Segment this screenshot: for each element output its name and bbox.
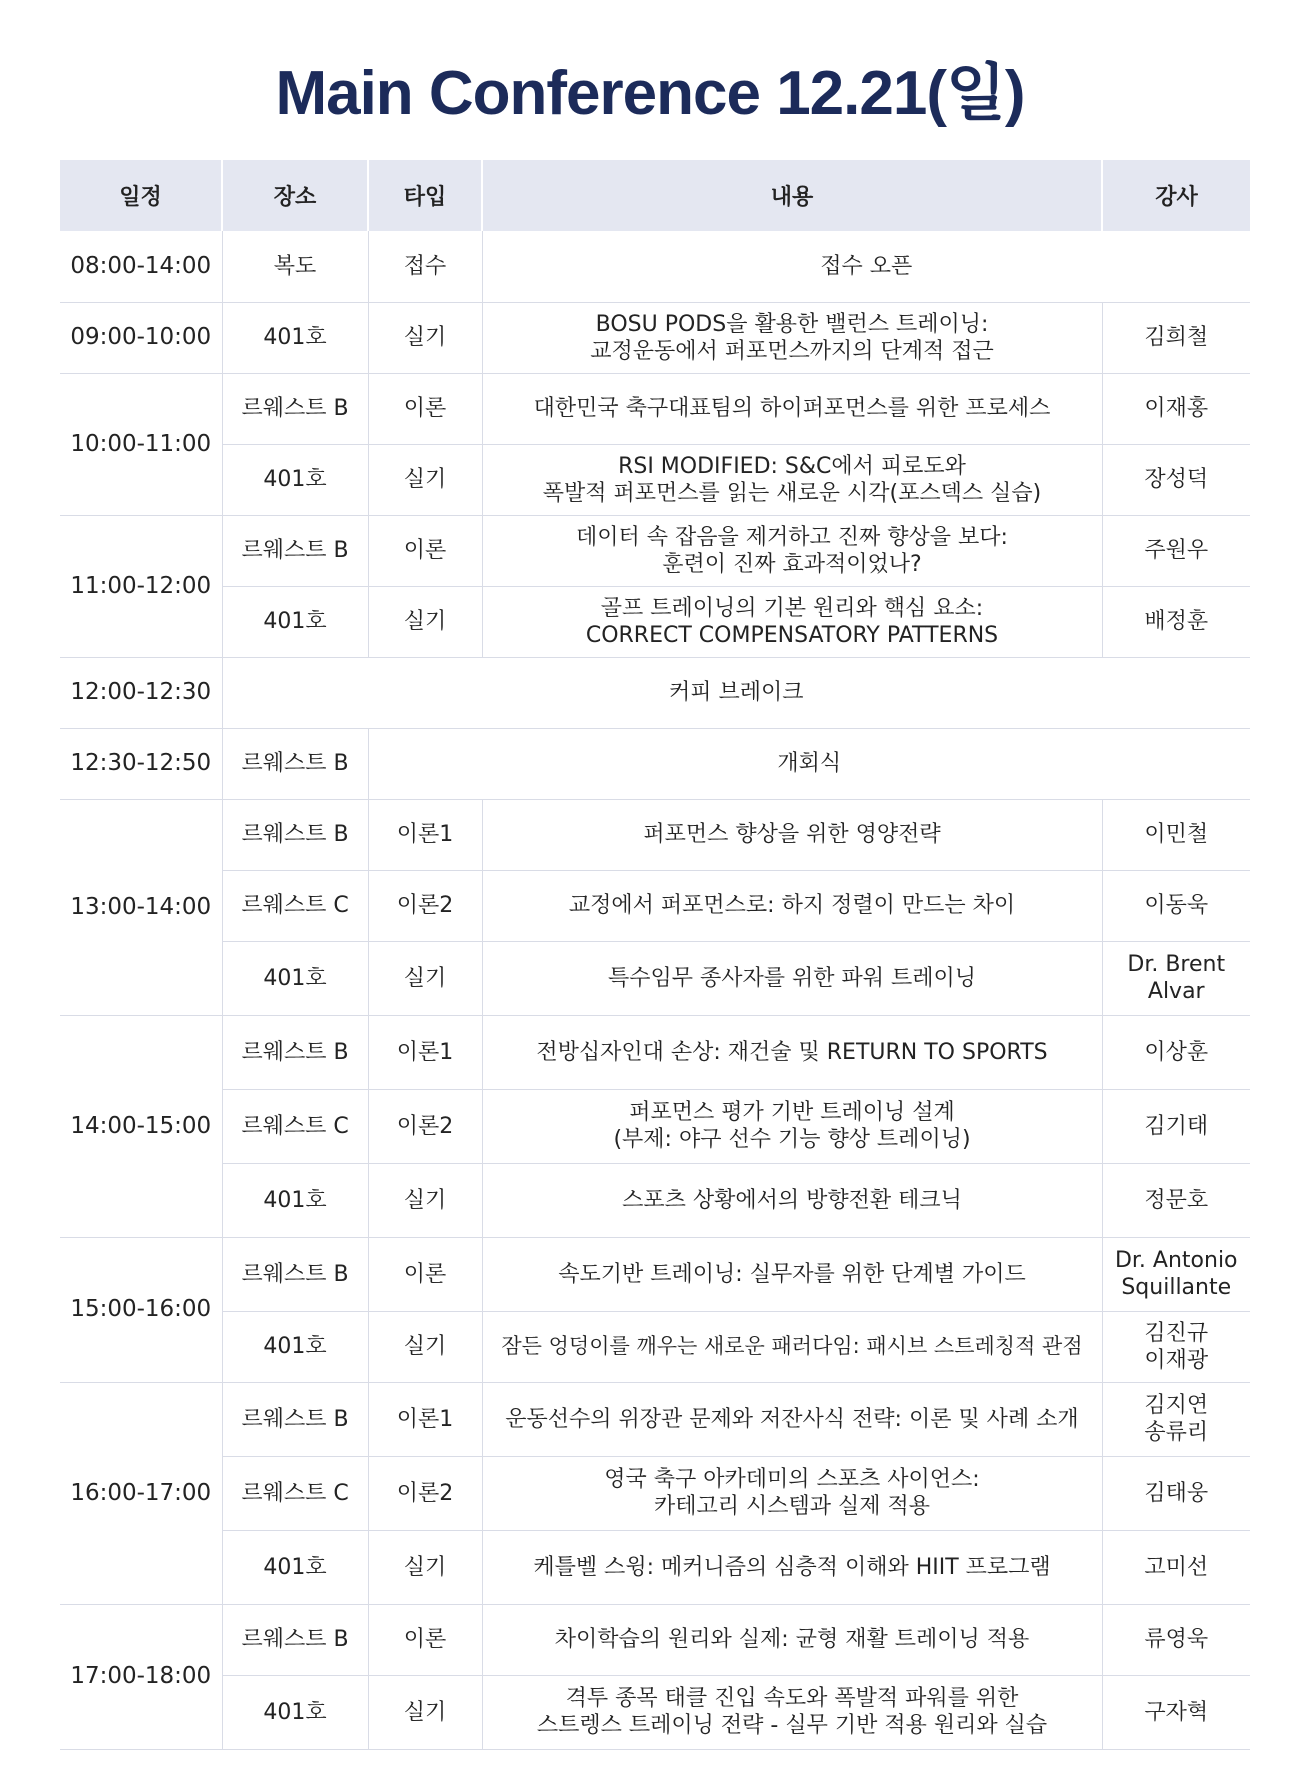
content-line: 케틀벨 스윙: 메커니즘의 심층적 이해와 HIIT 프로그램 [533,1554,1051,1580]
place-cell: 401호 [222,444,368,515]
content-cell [482,444,1102,515]
content-line: 퍼포먼스 향상을 위한 영양전략 [643,822,941,847]
content-cell [482,1675,1102,1749]
speaker-line: 고미선 [1144,1554,1209,1580]
content-cell [482,231,1250,302]
page-title: Main Conference 12.21(일) [275,59,1025,128]
place-cell: 401호 [222,941,368,1015]
content-line: 전방십자인대 손상: 재건술 및 RETURN TO SPORTS [536,1039,1048,1065]
type-cell: 이론 [368,373,482,444]
speaker-cell [1102,302,1250,373]
speaker-line: Dr. Brent [1127,952,1226,977]
speaker-line: 배정훈 [1144,609,1209,634]
type-cell: 이론2 [368,870,482,941]
content-cell [222,657,1250,728]
speaker-cell [1102,870,1250,941]
content-line: BOSU PODS을 활용한 밸런스 트레이닝: [595,311,989,337]
time-cell: 12:30-12:50 [60,728,222,799]
place-cell: 르웨스트 B [222,799,368,870]
content-cell [482,1456,1102,1530]
place-cell: 르웨스트 C [222,870,368,941]
speaker-line: 이재광 [1144,1347,1209,1373]
content-cell [482,799,1102,870]
type-cell: 실기 [368,1530,482,1604]
speaker-cell [1102,1015,1250,1089]
header-type: 타입 [368,160,482,231]
type-cell: 이론 [368,1604,482,1675]
speaker-line: 이민철 [1144,822,1209,847]
time-cell: 09:00-10:00 [60,302,222,373]
content-line: 교정운동에서 퍼포먼스까지의 단계적 접근 [590,338,994,364]
type-cell: 실기 [368,586,482,657]
speaker-cell [1102,1675,1250,1749]
content-cell [368,728,1250,799]
place-cell: 르웨스트 B [222,728,368,799]
type-cell: 접수 [368,231,482,302]
speaker-line: 이상훈 [1144,1039,1209,1065]
speaker-line: 구자혁 [1144,1699,1209,1725]
content-line: 운동선수의 위장관 문제와 저잔사식 전략: 이론 및 사례 소개 [505,1406,1079,1432]
type-cell: 실기 [368,941,482,1015]
content-line: 격투 종목 태클 진입 속도와 폭발적 파워를 위한 [565,1686,1019,1711]
place-cell: 401호 [222,586,368,657]
content-line: 대한민국 축구대표팀의 하이퍼포먼스를 위한 프로세스 [533,396,1051,421]
speaker-line: 김기태 [1144,1113,1209,1139]
type-cell: 이론2 [368,1456,482,1530]
place-cell: 401호 [222,1675,368,1749]
content-cell [482,1237,1102,1311]
content-line: 데이터 속 잡음을 제거하고 진짜 향상을 보다: [576,524,1008,550]
content-line: 영국 축구 아카데미의 스포츠 사이언스: [604,1467,980,1492]
place-cell: 르웨스트 B [222,515,368,586]
header-place: 장소 [222,160,368,231]
content-line: 특수임무 종사자를 위한 파워 트레이닝 [607,965,976,991]
content-cell [482,941,1102,1015]
time-cell: 15:00-16:00 [60,1237,222,1382]
time-cell: 14:00-15:00 [60,1015,222,1237]
header-speaker: 강사 [1102,160,1250,231]
content-line: CORRECT COMPENSATORY PATTERNS [585,622,999,648]
speaker-line: 이동욱 [1144,893,1209,918]
place-cell: 르웨스트 B [222,373,368,444]
content-line: 커피 브레이크 [668,680,804,705]
content-line: 퍼포먼스 평가 기반 트레이닝 설계 [629,1100,955,1125]
content-cell [482,515,1102,586]
header-row [60,160,1250,231]
header-content: 내용 [482,160,1102,231]
content-line: 속도기반 트레이닝: 실무자를 위한 단계별 가이드 [558,1261,1026,1287]
content-cell [482,1311,1102,1382]
type-cell: 이론2 [368,1089,482,1163]
content-line: 차이학습의 원리와 실제: 균형 재활 트레이닝 적용 [554,1627,1030,1652]
schedule-table [60,160,1250,1750]
speaker-cell [1102,1163,1250,1237]
content-cell [482,586,1102,657]
content-cell [482,1015,1102,1089]
content-line: 골프 트레이닝의 기본 원리와 핵심 요소: [600,595,984,621]
place-cell: 복도 [222,231,368,302]
content-line: RSI MODIFIED: S&C에서 피로도와 [618,453,966,479]
speaker-cell [1102,1237,1250,1311]
type-cell: 실기 [368,444,482,515]
content-cell [482,1382,1102,1456]
content-cell [482,373,1102,444]
content-cell [482,1089,1102,1163]
content-line: 접수 오픈 [820,253,913,279]
content-line: (부제: 야구 선수 기능 향상 트레이닝) [613,1127,971,1152]
type-cell: 이론1 [368,1382,482,1456]
speaker-cell [1102,1311,1250,1382]
speaker-cell [1102,444,1250,515]
place-cell: 르웨스트 C [222,1456,368,1530]
time-cell: 12:00-12:30 [60,657,222,728]
speaker-line: 김지연 [1144,1393,1209,1418]
content-cell [482,1530,1102,1604]
type-cell: 이론1 [368,1015,482,1089]
content-cell [482,1163,1102,1237]
speaker-line: 주원우 [1144,538,1209,563]
type-cell: 실기 [368,302,482,373]
speaker-cell [1102,1530,1250,1604]
content-line: 폭발적 퍼포먼스를 읽는 새로운 시각(포스덱스 실습) [542,480,1042,506]
time-cell: 16:00-17:00 [60,1382,222,1604]
time-cell: 11:00-12:00 [60,515,222,657]
place-cell: 르웨스트 C [222,1089,368,1163]
speaker-cell [1102,1456,1250,1530]
place-cell: 401호 [222,302,368,373]
speaker-cell [1102,373,1250,444]
speaker-cell [1102,515,1250,586]
type-cell: 이론 [368,1237,482,1311]
place-cell: 401호 [222,1163,368,1237]
content-line: 스포츠 상황에서의 방향전환 테크닉 [622,1187,962,1213]
content-line: 교정에서 퍼포먼스로: 하지 정렬이 만드는 차이 [568,893,1016,918]
content-cell [482,302,1102,373]
speaker-cell [1102,941,1250,1015]
speaker-cell [1102,1089,1250,1163]
content-line: 스트렝스 트레이닝 전략 - 실무 기반 적용 원리와 실습 [536,1713,1048,1738]
place-cell: 401호 [222,1530,368,1604]
content-line: 잠든 엉덩이를 깨우는 새로운 패러다임: 패시브 스트레칭적 관점 [501,1334,1083,1358]
type-cell: 실기 [368,1675,482,1749]
speaker-line: Alvar [1147,979,1205,1004]
speaker-line: 이재홍 [1144,396,1209,421]
content-line: 카테고리 시스템과 실제 적용 [653,1494,930,1519]
speaker-cell [1102,1382,1250,1456]
type-cell: 실기 [368,1311,482,1382]
place-cell: 르웨스트 B [222,1604,368,1675]
time-cell: 13:00-14:00 [60,799,222,1015]
speaker-line: 류영욱 [1144,1627,1209,1652]
place-cell: 401호 [222,1311,368,1382]
type-cell: 이론 [368,515,482,586]
speaker-cell [1102,799,1250,870]
content-line: 개회식 [777,751,842,776]
content-cell [482,870,1102,941]
content-cell [482,1604,1102,1675]
place-cell: 르웨스트 B [222,1015,368,1089]
speaker-cell [1102,586,1250,657]
content-line: 훈련이 진짜 효과적이었나? [662,551,922,577]
header-time: 일정 [60,160,222,231]
type-cell: 이론1 [368,799,482,870]
speaker-line: 송류리 [1144,1420,1209,1445]
speaker-line: 김태웅 [1144,1480,1209,1506]
speaker-line: Dr. Antonio [1114,1248,1238,1273]
speaker-line: Squillante [1121,1275,1232,1300]
time-cell: 08:00-14:00 [60,231,222,302]
speaker-line: 김희철 [1144,325,1209,350]
type-cell: 실기 [368,1163,482,1237]
time-cell: 10:00-11:00 [60,373,222,515]
speaker-line: 김진규 [1144,1320,1209,1346]
time-cell: 17:00-18:00 [60,1604,222,1749]
speaker-line: 정문호 [1144,1187,1209,1213]
place-cell: 르웨스트 B [222,1382,368,1456]
speaker-cell [1102,1604,1250,1675]
speaker-line: 장성덕 [1144,467,1209,492]
place-cell: 르웨스트 B [222,1237,368,1311]
